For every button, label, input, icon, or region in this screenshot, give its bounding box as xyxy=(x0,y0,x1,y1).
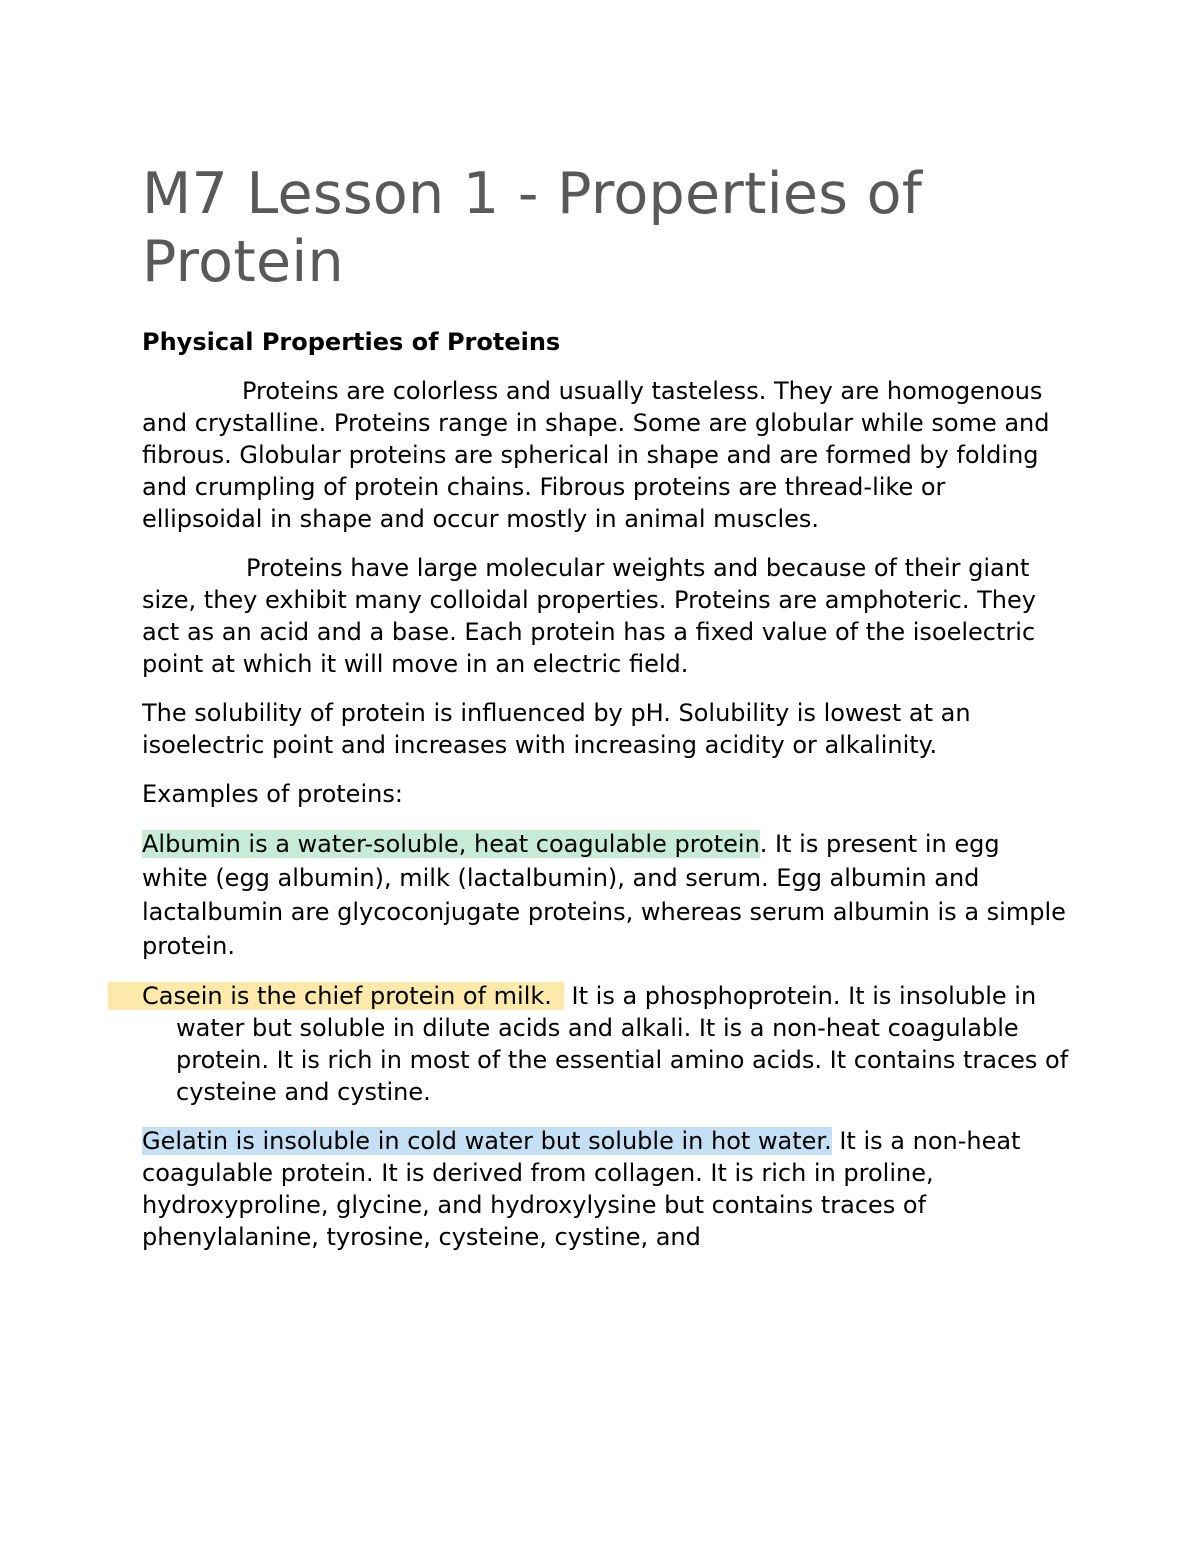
casein-highlight: Casein is the chief protein of milk. xyxy=(108,982,564,1010)
paragraph-molecular-weight: Proteins have large molecular weights and because of their giant size, they exhibit many colloidal properties. Proteins are amphoteric. They act as an acid and a base. Each protein has a fixed value of the isoelectric point at which it will move in an electric field. xyxy=(142,554,1036,678)
paragraph-examples-label: Examples of proteins: xyxy=(142,780,403,808)
paragraph-appearance: Proteins are colorless and usually tasteless. They are homogenous and crystalline. Proteins range in shape. Some are globular while some and fibrous. Globular proteins are spherical in shape and are formed by folding and crumpling of protein chains. Fibrous proteins are thread-like or ellipsoidal in shape and occur mostly in animal muscles. xyxy=(142,377,1050,533)
gelatin-text: It is a non-heat coagulable protein. It is derived from collagen. It is rich in proline, hydroxyproline, glycine, and hydroxylysine but contains traces of phenylalanine, tyrosine, cysteine, cystine, and xyxy=(142,1127,1021,1251)
paragraph-gelatin xyxy=(142,1125,1072,1253)
paragraph-casein xyxy=(142,980,1072,1108)
paragraph-solubility: The solubility of protein is influenced by pH. Solubility is lowest at an isoelectric point and increases with increasing acidity or alkalinity. xyxy=(142,699,971,759)
document-body xyxy=(142,160,1072,1270)
paragraph-albumin xyxy=(142,827,1072,963)
document-title: M7 Lesson 1 - Properties of Protein xyxy=(142,161,923,295)
albumin-text: . It is present in egg white (egg albumin), milk (lactalbumin), and serum. Egg albumin and lactalbumin are glycoconjugate proteins, whereas serum albumin is a simple protein. xyxy=(142,830,1066,960)
gelatin-highlight: Gelatin is insoluble in cold water but soluble in hot water. xyxy=(142,1127,832,1155)
casein-text: It is a phosphoprotein. It is insoluble in water but soluble in dilute acids and alkali. It is a non-heat coagulable protein. It is rich in most of the essential amino acids. It contains traces of cysteine and cystine. xyxy=(176,982,1069,1106)
albumin-highlight: Albumin is a water-soluble, heat coagulable protein xyxy=(142,830,760,858)
section-heading: Physical Properties of Proteins xyxy=(142,328,561,356)
